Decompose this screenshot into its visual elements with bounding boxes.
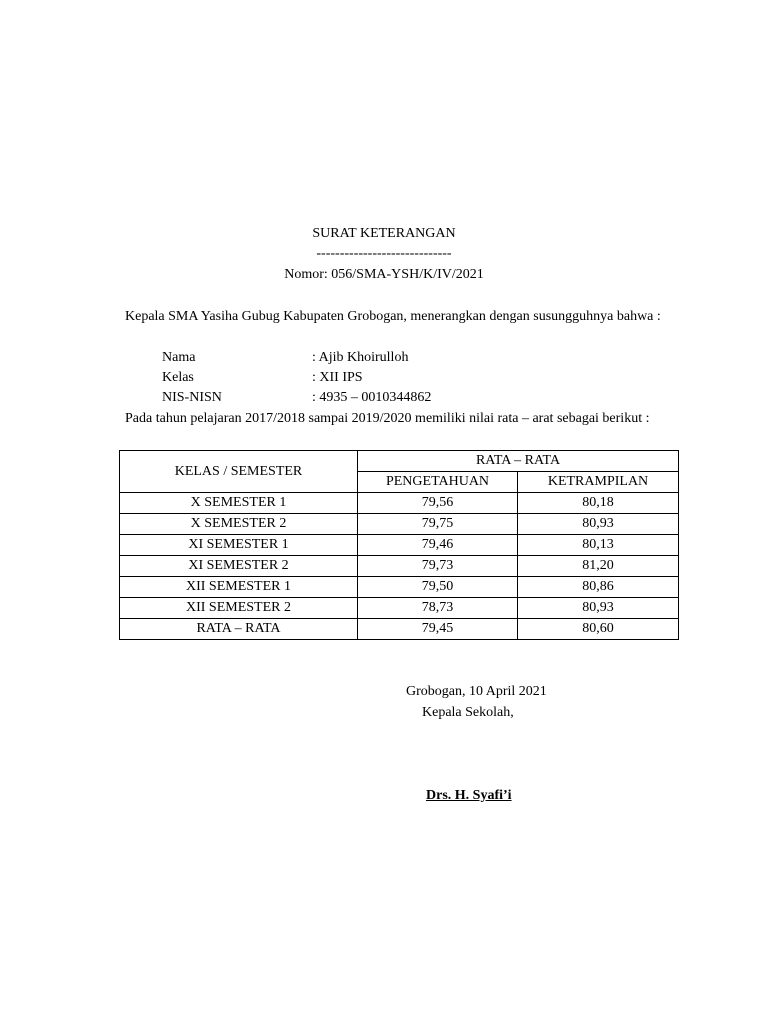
table-row (120, 514, 679, 535)
signatory-name: Drs. H. Syafi’i (426, 788, 512, 803)
title-divider: ----------------------------- (316, 246, 452, 261)
cell-pengetahuan: 79,46 (358, 535, 518, 556)
field-nama (162, 348, 408, 368)
cell-ketrampilan: 81,20 (518, 556, 679, 577)
field-label: Nama (162, 350, 196, 365)
field-label: Kelas (162, 370, 194, 385)
cell-ketrampilan: 80,60 (518, 619, 679, 640)
signature-role: Kepala Sekolah, (422, 705, 514, 720)
document-title: SURAT KETERANGAN (312, 226, 456, 241)
cell-kelas: X SEMESTER 2 (120, 514, 358, 535)
signature-place-date: Grobogan, 10 April 2021 (406, 684, 547, 699)
table-row (120, 493, 679, 514)
cell-ketrampilan: 80,86 (518, 577, 679, 598)
field-value: : Ajib Khoirulloh (312, 350, 409, 365)
cell-ketrampilan: 80,93 (518, 598, 679, 619)
cell-kelas: RATA – RATA (120, 619, 358, 640)
document-number: Nomor: 056/SMA-YSH/K/IV/2021 (284, 267, 484, 282)
table-row-average (120, 619, 679, 640)
field-kelas (162, 368, 363, 388)
field-value: : XII IPS (312, 370, 363, 385)
field-label: NIS-NISN (162, 390, 222, 405)
intro-paragraph: Kepala SMA Yasiha Gubug Kabupaten Grobogan, menerangkan dengan susungguhnya bahwa : (125, 309, 661, 324)
cell-pengetahuan: 79,50 (358, 577, 518, 598)
cell-kelas: XI SEMESTER 2 (120, 556, 358, 577)
grades-table (119, 450, 679, 640)
cell-pengetahuan: 79,75 (358, 514, 518, 535)
cell-kelas: XII SEMESTER 1 (120, 577, 358, 598)
table-row (120, 556, 679, 577)
header-ketrampilan: KETRAMPILAN (518, 472, 679, 493)
table-row (120, 577, 679, 598)
cell-ketrampilan: 80,18 (518, 493, 679, 514)
cell-pengetahuan: 79,45 (358, 619, 518, 640)
cell-pengetahuan: 79,73 (358, 556, 518, 577)
header-kelas-semester: KELAS / SEMESTER (120, 451, 358, 493)
table-row (120, 598, 679, 619)
cell-kelas: XI SEMESTER 1 (120, 535, 358, 556)
field-nis-nisn (162, 388, 431, 408)
cell-pengetahuan: 78,73 (358, 598, 518, 619)
cell-kelas: X SEMESTER 1 (120, 493, 358, 514)
cell-ketrampilan: 80,93 (518, 514, 679, 535)
table-row (120, 535, 679, 556)
statement-paragraph: Pada tahun pelajaran 2017/2018 sampai 2019/2020 memiliki nilai rata – arat sebagai berikut : (125, 411, 650, 426)
header-rata-rata: RATA – RATA (358, 451, 679, 472)
header-pengetahuan: PENGETAHUAN (358, 472, 518, 493)
cell-ketrampilan: 80,13 (518, 535, 679, 556)
cell-kelas: XII SEMESTER 2 (120, 598, 358, 619)
field-value: : 4935 – 0010344862 (312, 390, 432, 405)
cell-pengetahuan: 79,56 (358, 493, 518, 514)
